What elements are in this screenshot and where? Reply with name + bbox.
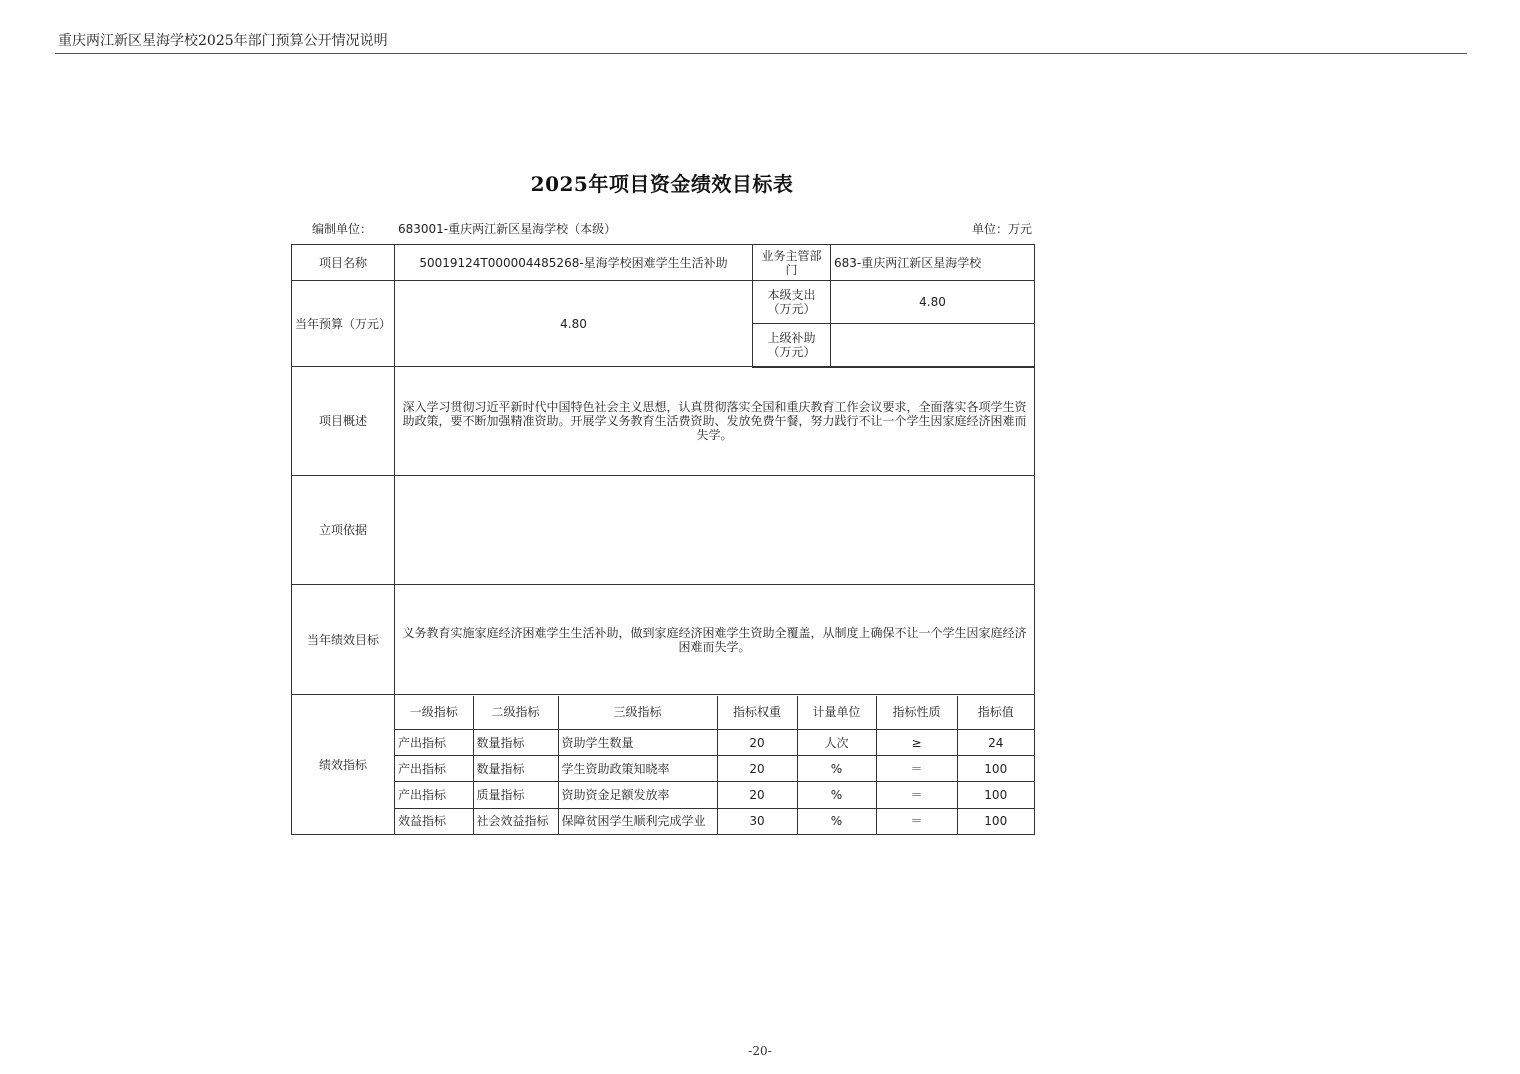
- unit-label: 编制单位：: [312, 222, 373, 236]
- indicator-nature: ＝: [876, 782, 957, 808]
- page-number: -20-: [748, 1044, 772, 1058]
- header-unit: 计量单位: [797, 696, 876, 730]
- header-level2: 二级指标: [473, 696, 558, 730]
- table-row: [395, 756, 1034, 782]
- indicator-level1: 产出指标: [395, 782, 473, 808]
- indicator-weight: 20: [717, 730, 797, 756]
- indicator-level3: 资助资金足额发放率: [558, 782, 717, 808]
- local-spend-label: 本级支出（万元）: [753, 281, 831, 324]
- indicator-unit: %: [797, 808, 876, 833]
- indicator-level1: 产出指标: [395, 756, 473, 782]
- row-basis: [292, 476, 1035, 585]
- overview-label: 项目概述: [292, 367, 395, 476]
- table-row: [395, 808, 1034, 833]
- budget-value: 4.80: [395, 281, 753, 367]
- indicator-unit: 人次: [797, 730, 876, 756]
- header-weight: 指标权重: [717, 696, 797, 730]
- goal-text: 义务教育实施家庭经济困难学生生活补助，做到家庭经济困难学生资助全覆盖，从制度上确保不让一个学生因家庭经济困难而失学。: [395, 585, 1035, 695]
- indicators-cell: [395, 695, 1035, 835]
- indicator-unit: %: [797, 756, 876, 782]
- row-overview: [292, 367, 1035, 476]
- indicator-nature: ＝: [876, 756, 957, 782]
- project-name-value: 50019124T000004485268-星海学校困难学生生活补助: [395, 245, 753, 281]
- basis-label: 立项依据: [292, 476, 395, 585]
- indicator-value: 24: [957, 730, 1034, 756]
- overview-text: 深入学习贯彻习近平新时代中国特色社会主义思想，认真贯彻落实全国和重庆教育工作会议要求，全面落实各项学生资助政策，要不断加强精准资助。开展学义务教育生活费资助、发放免费午餐，努力践行不让一个学生因家庭经济困难而失学。: [395, 367, 1035, 476]
- upper-subsidy-value: [831, 324, 1035, 367]
- project-name-label: 项目名称: [292, 245, 395, 281]
- indicator-level2: 社会效益指标: [473, 808, 558, 833]
- indicator-weight: 30: [717, 808, 797, 833]
- currency-unit: 单位：万元: [971, 222, 1032, 236]
- header-level1: 一级指标: [395, 696, 473, 730]
- indicator-level2: 数量指标: [473, 756, 558, 782]
- running-header: 重庆两江新区星海学校2025年部门预算公开情况说明: [58, 33, 388, 49]
- header-rule: [55, 53, 1467, 54]
- indicator-level1: 产出指标: [395, 730, 473, 756]
- header-nature: 指标性质: [876, 696, 957, 730]
- dept-label: 业务主管部门: [753, 245, 831, 281]
- indicator-nature: ＝: [876, 808, 957, 833]
- budget-label: 当年预算（万元）: [292, 281, 395, 367]
- row-indicators: [292, 695, 1035, 835]
- indicator-weight: 20: [717, 782, 797, 808]
- goal-label: 当年绩效目标: [292, 585, 395, 695]
- indicator-value: 100: [957, 756, 1034, 782]
- meta-row: [312, 220, 1032, 238]
- indicator-level3: 资助学生数量: [558, 730, 717, 756]
- indicator-nature: ≥: [876, 730, 957, 756]
- indicator-level3: 学生资助政策知晓率: [558, 756, 717, 782]
- indicator-weight: 20: [717, 756, 797, 782]
- header-value: 指标值: [957, 696, 1034, 730]
- document-title: 2025年项目资金绩效目标表: [530, 172, 794, 196]
- indicator-level2: 数量指标: [473, 730, 558, 756]
- table-row: [395, 782, 1034, 808]
- indicator-header-row: [395, 696, 1034, 730]
- indicator-value: 100: [957, 782, 1034, 808]
- indicator-level2: 质量指标: [473, 782, 558, 808]
- indicator-unit: %: [797, 782, 876, 808]
- indicators-subtable: [395, 696, 1034, 834]
- unit-value: 683001-重庆两江新区星海学校（本级）: [398, 222, 617, 236]
- indicator-level1: 效益指标: [395, 808, 473, 833]
- row-goal: [292, 585, 1035, 695]
- local-spend-value: 4.80: [831, 281, 1035, 324]
- indicator-value: 100: [957, 808, 1034, 833]
- indicators-label: 绩效指标: [292, 695, 395, 835]
- dept-value: 683-重庆两江新区星海学校: [831, 245, 1035, 281]
- upper-subsidy-label: 上级补助（万元）: [753, 324, 831, 367]
- basis-text: [395, 476, 1035, 585]
- row-project-name: [292, 245, 1035, 281]
- header-level3: 三级指标: [558, 696, 717, 730]
- performance-target-table: [291, 244, 1035, 835]
- table-row: [395, 730, 1034, 756]
- row-budget: [292, 281, 1035, 324]
- indicator-level3: 保障贫困学生顺利完成学业: [558, 808, 717, 833]
